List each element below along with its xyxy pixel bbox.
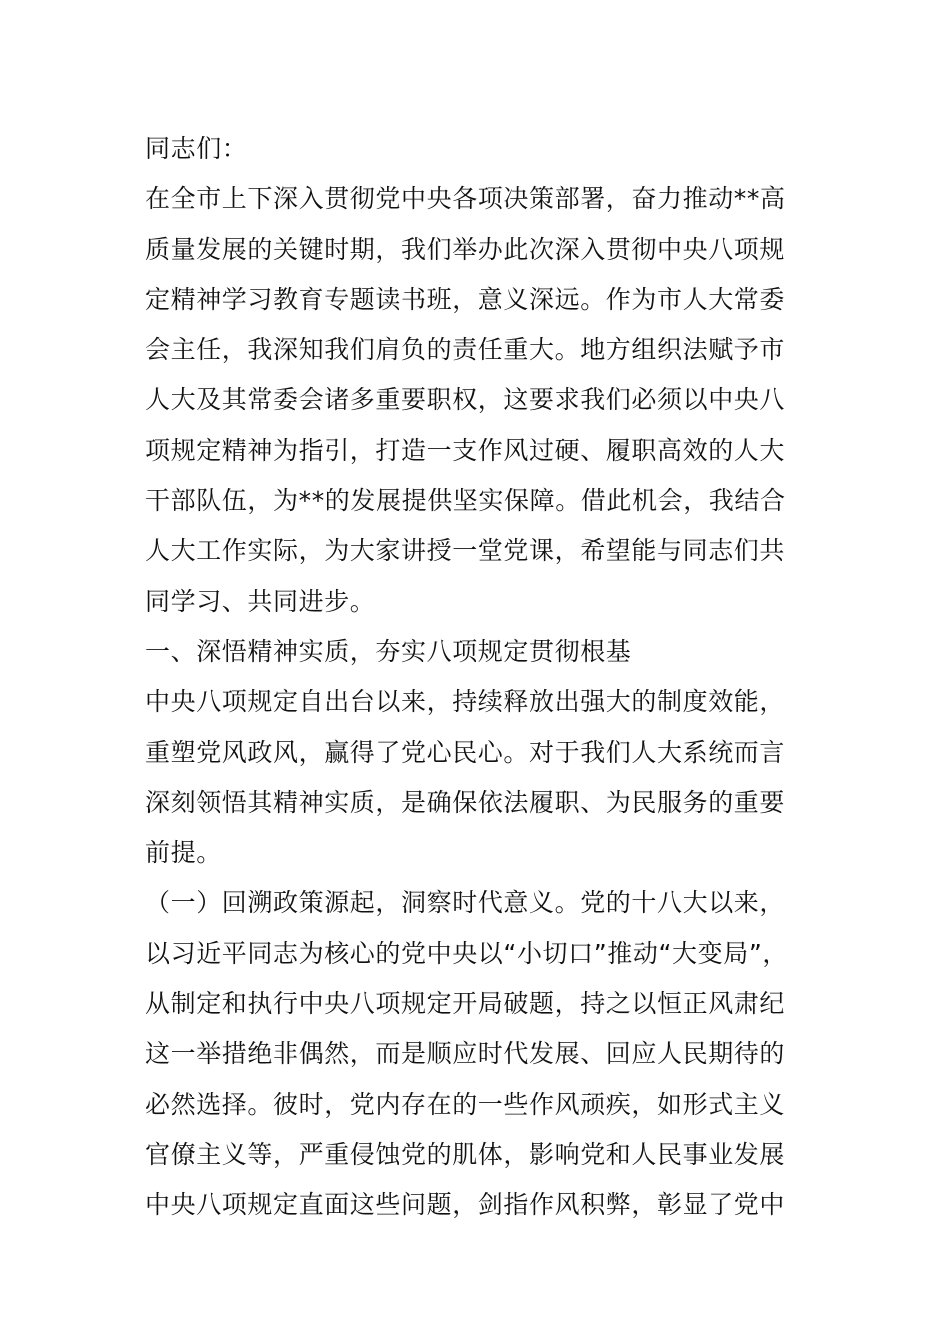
body-line: 从制定和执行中央八项规定开局破题，持之以恒正风肃纪: [145, 989, 786, 1019]
body-line: 以习近平同志为核心的党中央以“小切口”推动“大变局”，: [145, 938, 789, 968]
body-line: 这一举措绝非偶然，而是顺应时代发展、回应人民期待的: [145, 1039, 786, 1069]
body-line: 人大工作实际，为大家讲授一堂党课，希望能与同志们共: [145, 536, 786, 566]
body-line: 前提。: [145, 838, 222, 868]
body-line: 会主任，我深知我们肩负的责任重大。地方组织法赋予市: [145, 335, 786, 365]
subsection-line: （一）回溯政策源起，洞察时代意义。党的十八大以来，: [145, 888, 786, 918]
section-heading: 一、深悟精神实质，夯实八项规定贯彻根基: [145, 636, 632, 666]
body-line: 质量发展的关键时期，我们举办此次深入贯彻中央八项规: [145, 234, 786, 264]
body-line: 必然选择。彼时，党内存在的一些作风顽疾，如形式主义: [145, 1089, 786, 1119]
body-line: 深刻领悟其精神实质，是确保依法履职、为民服务的重要: [145, 787, 786, 817]
body-line: 中央八项规定直面这些问题，剑指作风积弊，彰显了党中: [145, 1190, 786, 1220]
body-line: 项规定精神为指引，打造一支作风过硬、履职高效的人大: [145, 435, 786, 465]
body-line: 人大及其常委会诸多重要职权，这要求我们必须以中央八: [145, 385, 786, 415]
body-line: 同学习、共同进步。: [145, 586, 376, 616]
body-line: 在全市上下深入贯彻党中央各项决策部署，奋力推动**高: [145, 184, 786, 214]
body-line: 干部队伍，为**的发展提供坚实保障。借此机会，我结合: [145, 486, 786, 516]
body-line: 官僚主义等，严重侵蚀党的肌体，影响党和人民事业发展: [145, 1139, 786, 1169]
document-body: [145, 124, 815, 1231]
body-line: 定精神学习教育专题读书班，意义深远。作为市人大常委: [145, 284, 786, 314]
body-line: 中央八项规定自出台以来，持续释放出强大的制度效能，: [145, 687, 786, 717]
salutation: 同志们：: [145, 134, 248, 163]
body-line: 重塑党风政风，赢得了党心民心。对于我们人大系统而言: [145, 737, 786, 767]
